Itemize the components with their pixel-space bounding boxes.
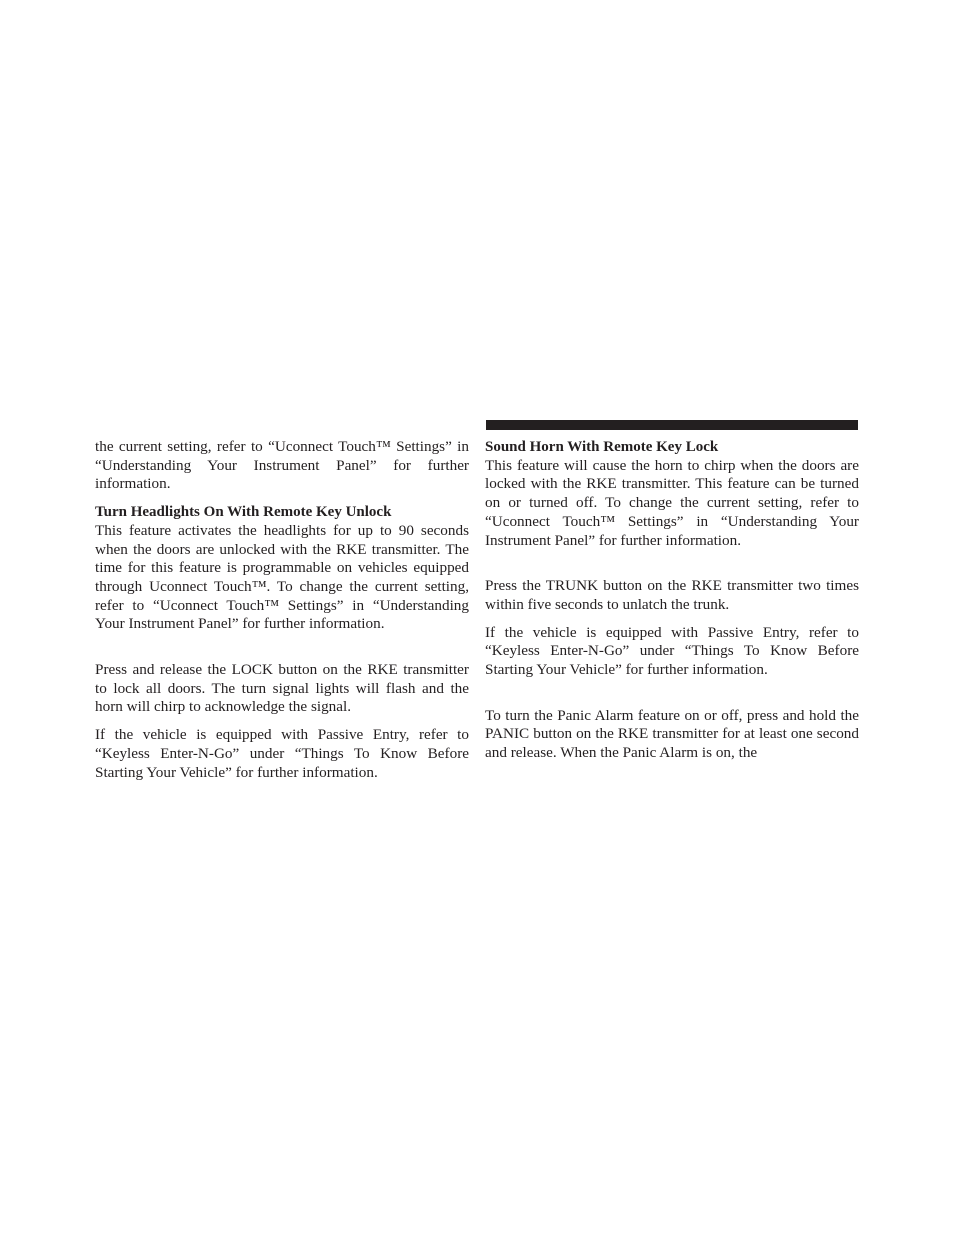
right-column — [485, 438, 859, 763]
horn-heading: Sound Horn With Remote Key Lock — [485, 439, 719, 455]
passive-entry-paragraph-left: If the vehicle is equipped with Passive Entry, refer to “Keyless Enter-N-Go” under “Things To Know Before Starting Your Vehicle” for further information. — [95, 726, 469, 781]
panic-paragraph: To turn the Panic Alarm feature on or off, press and hold the PANIC button on the RKE transmitter for at least one second and release. When the Panic Alarm is on, the — [485, 706, 859, 762]
headlights-paragraph: This feature activates the headlights for up to 90 seconds when the doors are unlocked with the RKE transmitter. The time for this feature is programmable on vehicles equipped through Uconnect Touch™. To change the current setting, refer to “Uconnect Touch™ Settings” in “Understanding Your Instrument Panel” for further information. — [95, 521, 469, 633]
trunk-paragraph: Press the TRUNK button on the RKE transmitter two times within five seconds to unlatch the trunk. — [485, 577, 859, 613]
intro-paragraph: the current setting, refer to “Uconnect Touch™ Settings” in “Understanding Your Instrument Panel” for further information. — [95, 438, 469, 493]
left-column — [95, 438, 469, 782]
passive-entry-paragraph-right: If the vehicle is equipped with Passive Entry, refer to “Keyless Enter-N-Go” under “Things To Know Before Starting Your Vehicle” for further information. — [485, 623, 859, 679]
section-header-rule — [486, 420, 858, 430]
headlights-heading: Turn Headlights On With Remote Key Unlock — [95, 504, 392, 521]
lock-paragraph: Press and release the LOCK button on the RKE transmitter to lock all doors. The turn signal lights will flash and the horn will chirp to acknowledge the signal. — [95, 661, 469, 716]
horn-paragraph: This feature will cause the horn to chirp when the doors are locked with the RKE transmitter. This feature can be turned on or turned off. To change the current setting, refer to “Uconnect Touch™ Settings” in “Understanding Your Instrument Panel” for further information. — [485, 456, 859, 549]
